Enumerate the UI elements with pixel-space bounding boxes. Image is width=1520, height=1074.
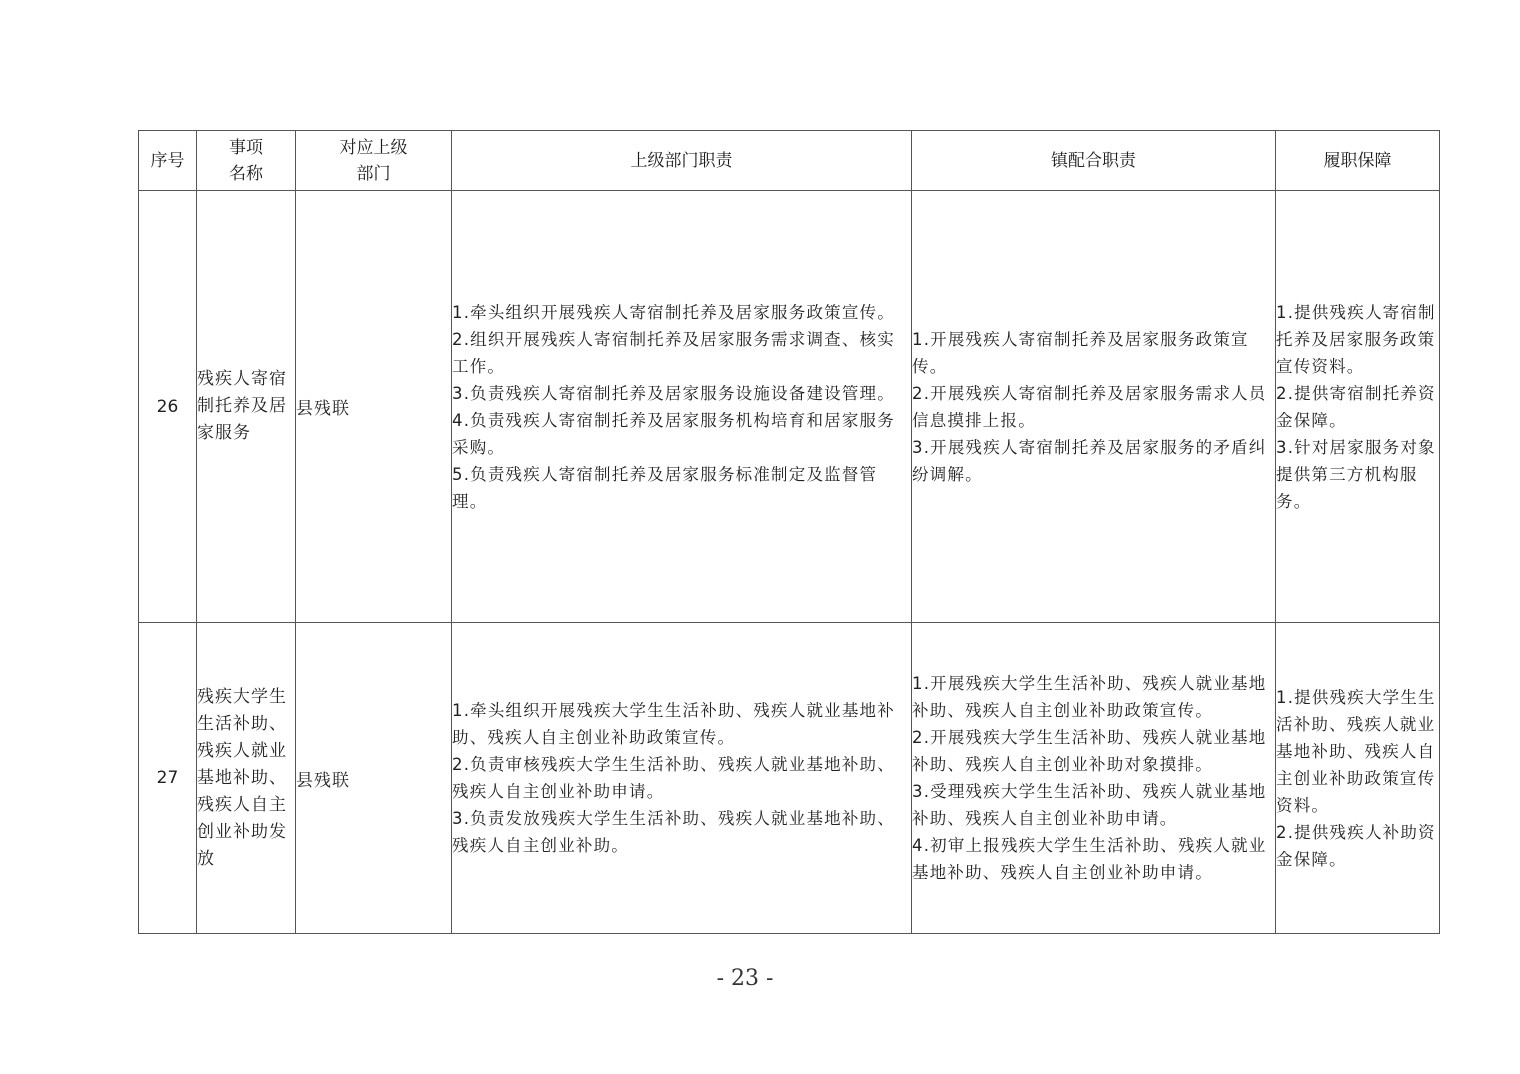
list-item: 4.负责残疾人寄宿制托养及居家服务机构培育和居家服务采购。 xyxy=(452,410,895,457)
list-item: 5.负责残疾人寄宿制托养及居家服务标准制定及监督管理。 xyxy=(452,464,878,511)
header-name xyxy=(197,131,296,191)
header-row xyxy=(139,131,1440,191)
list-item: 2.开展残疾大学生生活补助、残疾人就业基地补助、残疾人自主创业补助对象摸排。 xyxy=(912,728,1267,774)
list-item: 3.受理残疾大学生生活补助、残疾人就业基地补助、残疾人自主创业补助申请。 xyxy=(912,782,1267,828)
header-seq: 序号 xyxy=(139,131,197,191)
header-name-line2: 名称 xyxy=(229,163,263,184)
header-guarantee: 履职保障 xyxy=(1276,131,1440,191)
list-item: 2.提供残疾人补助资金保障。 xyxy=(1276,822,1436,869)
list-item: 1.开展残疾大学生生活补助、残疾人就业基地补助、残疾人自主创业补助政策宣传。 xyxy=(912,674,1267,720)
duty-table xyxy=(138,130,1440,934)
list-item: 1.提供残疾大学生生活补助、残疾人就业基地补助、残疾人自主创业补助政策宣传资料。 xyxy=(1276,687,1436,815)
list-item: 2.负责审核残疾大学生生活补助、残疾人就业基地补助、残疾人自主创业补助申请。 xyxy=(452,755,895,801)
header-dept-line1: 对应上级 xyxy=(339,137,408,158)
table-row xyxy=(139,623,1440,934)
row-seq: 27 xyxy=(139,623,197,934)
page-number: - 23 - xyxy=(716,966,774,991)
row-upper-duties xyxy=(452,623,912,934)
list-item: 1.牵头组织开展残疾大学生生活补助、残疾人就业基地补助、残疾人自主创业补助政策宣传。 xyxy=(452,701,895,747)
list-item: 2.组织开展残疾人寄宿制托养及居家服务需求调查、核实工作。 xyxy=(452,329,895,376)
row-item-name: 残疾大学生生活补助、残疾人就业基地补助、残疾人自主创业补助发放 xyxy=(197,623,296,934)
row-dept: 县残联 xyxy=(296,191,452,623)
row-seq: 26 xyxy=(139,191,197,623)
list-item: 2.开展残疾人寄宿制托养及居家服务需求人员信息摸排上报。 xyxy=(912,383,1267,430)
row-dept: 县残联 xyxy=(296,623,452,934)
header-name-line1: 事项 xyxy=(229,137,263,158)
table-row xyxy=(139,191,1440,623)
header-upper-duties: 上级部门职责 xyxy=(452,131,912,191)
list-item: 3.负责残疾人寄宿制托养及居家服务设施设备建设管理。 xyxy=(452,383,895,403)
list-item: 1.提供残疾人寄宿制托养及居家服务政策宣传资料。 xyxy=(1276,302,1436,376)
header-dept xyxy=(296,131,452,191)
list-item: 3.开展残疾人寄宿制托养及居家服务的矛盾纠纷调解。 xyxy=(912,437,1267,484)
row-upper-duties xyxy=(452,191,912,623)
row-guarantee xyxy=(1276,191,1440,623)
row-town-duties xyxy=(912,191,1276,623)
row-town-duties xyxy=(912,623,1276,934)
row-guarantee xyxy=(1276,623,1440,934)
list-item: 1.开展残疾人寄宿制托养及居家服务政策宣传。 xyxy=(912,329,1249,376)
list-item: 1.牵头组织开展残疾人寄宿制托养及居家服务政策宣传。 xyxy=(452,302,895,322)
list-item: 3.针对居家服务对象提供第三方机构服务。 xyxy=(1276,437,1436,511)
list-item: 3.负责发放残疾大学生生活补助、残疾人就业基地补助、残疾人自主创业补助。 xyxy=(452,809,895,855)
row-item-name: 残疾人寄宿制托养及居家服务 xyxy=(197,191,296,623)
list-item: 2.提供寄宿制托养资金保障。 xyxy=(1276,383,1436,430)
list-item: 4.初审上报残疾大学生生活补助、残疾人就业基地补助、残疾人自主创业补助申请。 xyxy=(912,836,1267,882)
header-dept-line2: 部门 xyxy=(356,163,391,184)
header-town-duties: 镇配合职责 xyxy=(912,131,1276,191)
